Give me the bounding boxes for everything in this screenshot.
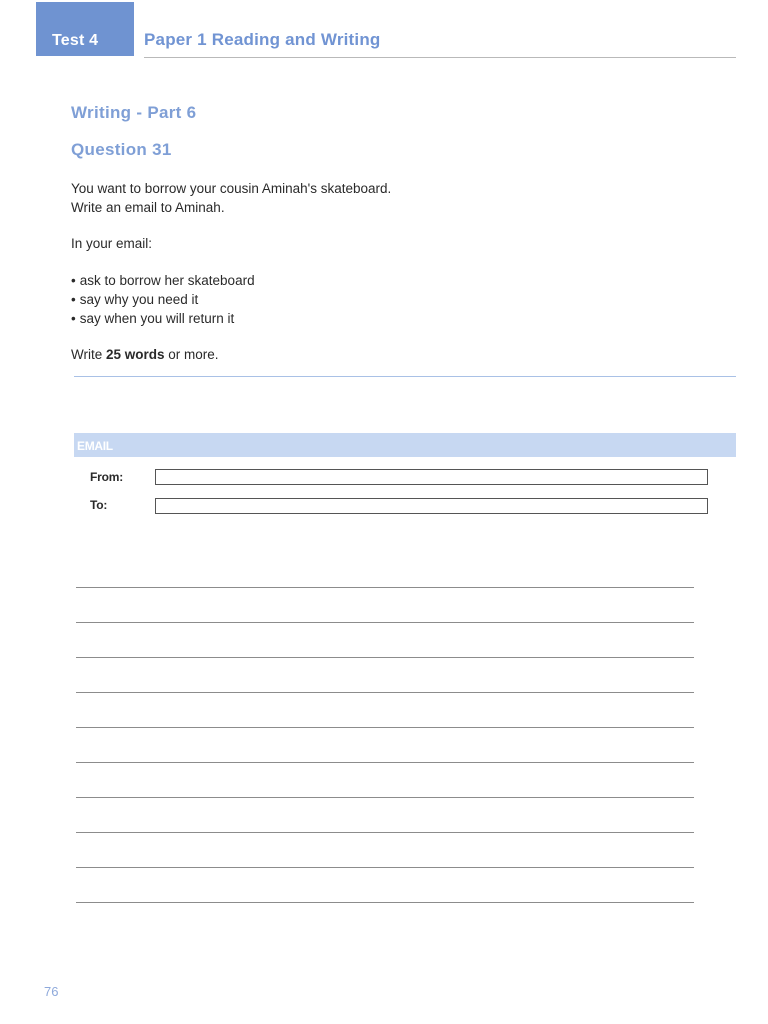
bullet-text: ask to borrow her skateboard	[79, 273, 255, 288]
bullet-text: say when you will return it	[79, 311, 235, 326]
list-item	[71, 309, 255, 328]
writing-line[interactable]	[76, 692, 694, 693]
task-prompt	[71, 179, 391, 217]
instructions-divider	[74, 376, 736, 377]
bullet-text: say why you need it	[79, 292, 199, 307]
bullet-icon: •	[71, 273, 76, 288]
header-divider	[144, 57, 736, 58]
word-count-instruction	[71, 345, 219, 364]
from-field[interactable]	[155, 469, 708, 485]
to-field[interactable]	[155, 498, 708, 514]
writing-line[interactable]	[76, 867, 694, 868]
section-heading: Writing - Part 6	[71, 103, 197, 122]
writing-line[interactable]	[76, 622, 694, 623]
paper-title: Paper 1 Reading and Writing	[144, 30, 381, 49]
from-label: From:	[90, 470, 123, 484]
writing-line[interactable]	[76, 832, 694, 833]
writing-line[interactable]	[76, 902, 694, 903]
writing-line[interactable]	[76, 797, 694, 798]
to-label: To:	[90, 498, 108, 512]
answer-writing-area[interactable]	[76, 587, 694, 937]
writing-line[interactable]	[76, 762, 694, 763]
email-header-band	[74, 433, 736, 457]
writing-line[interactable]	[76, 727, 694, 728]
test-number-tab	[36, 2, 134, 56]
page-number: 76	[44, 984, 59, 999]
email-intro: In your email:	[71, 236, 153, 251]
list-item	[71, 290, 255, 309]
word-count-prefix: Write	[71, 347, 107, 362]
list-item	[71, 271, 255, 290]
email-title: EMAIL	[77, 439, 113, 453]
prompt-line: Write an email to Aminah.	[71, 200, 225, 215]
writing-line[interactable]	[76, 657, 694, 658]
word-count-emphasis: 25 words	[106, 347, 165, 362]
word-count-suffix: or more.	[164, 347, 219, 362]
question-heading: Question 31	[71, 140, 172, 159]
bullet-icon: •	[71, 292, 76, 307]
bullet-icon: •	[71, 311, 76, 326]
writing-line[interactable]	[76, 587, 694, 588]
task-bullet-list	[71, 271, 255, 328]
test-label: Test 4	[52, 32, 99, 49]
prompt-line: You want to borrow your cousin Aminah's skateboard.	[71, 181, 392, 196]
